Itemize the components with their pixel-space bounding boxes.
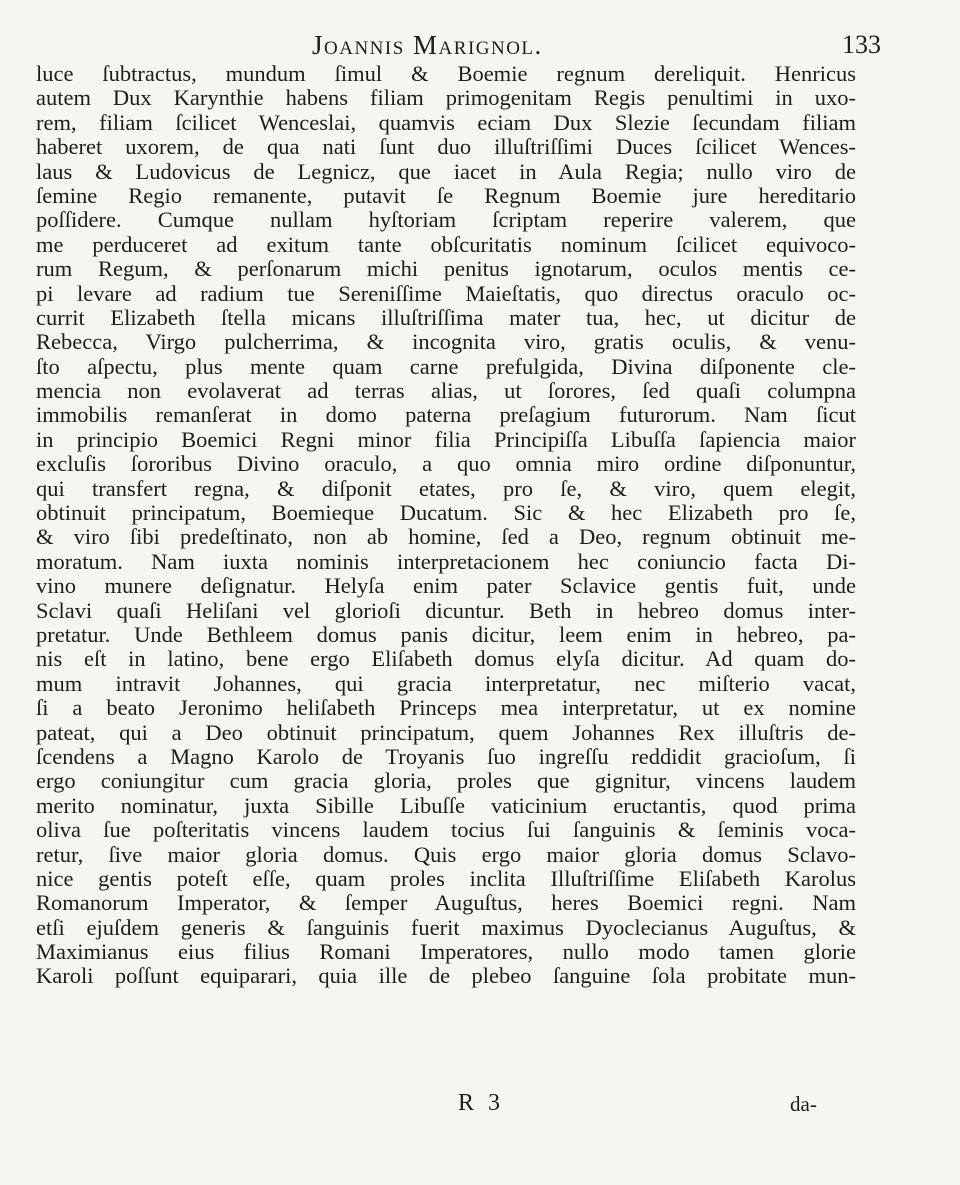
text-line: immobilis remanſerat in domo paterna preſagium futurorum. Nam ſicut bbox=[36, 402, 856, 428]
text-line: laus & Ludovicus de Legnicz, que iacet in Aula Regia; nullo viro de bbox=[36, 158, 856, 184]
catchword: da- bbox=[790, 1092, 817, 1116]
text-line: nice gentis poteſt eſſe, quam proles inclita Illuſtriſſime Eliſabeth Karolus bbox=[36, 865, 856, 891]
text-line: ſto aſpectu, plus mente quam carne prefulgida, Divina diſponente cle- bbox=[36, 353, 856, 379]
text-line: pretatur. Unde Bethleem domus panis dicitur, leem enim in hebreo, pa- bbox=[36, 621, 856, 647]
text-line: Romanorum Imperator, & ſemper Auguſtus, heres Boemici regni. Nam bbox=[36, 890, 856, 916]
text-line: nis eſt in latino, bene ergo Eliſabeth domus elyſa dicitur. Ad quam do- bbox=[36, 646, 856, 672]
text-line: qui transfert regna, & diſponit etates, pro ſe, & viro, quem elegit, bbox=[36, 475, 856, 501]
text-line: ſcendens a Magno Karolo de Troyanis ſuo ingreſſu reddidit gracioſum, ſi bbox=[36, 743, 856, 769]
text-line: in principio Boemici Regni minor filia Principiſſa Libuſſa ſapiencia maior bbox=[36, 426, 856, 452]
text-line: merito nominatur, juxta Sibille Libuſſe vaticinium eructantis, quod prima bbox=[36, 792, 856, 818]
text-line: mum intravit Johannes, qui gracia interpretatur, nec miſterio vacat, bbox=[36, 670, 856, 696]
text-line: pateat, qui a Deo obtinuit principatum, quem Johannes Rex illuſtris de- bbox=[36, 719, 856, 745]
text-line: retur, ſive maior gloria domus. Quis ergo maior gloria domus Sclavo- bbox=[36, 841, 856, 867]
text-line: Rebecca, Virgo pulcherrima, & incognita viro, gratis oculis, & venu- bbox=[36, 329, 856, 355]
text-line: me perduceret ad exitum tante obſcuritatis nominum ſcilicet equivoco- bbox=[36, 231, 856, 257]
text-line: ergo coniungitur cum gracia gloria, proles que gignitur, vincens laudem bbox=[36, 768, 856, 794]
text-line: currit Elizabeth ſtella micans illuſtriſſima mater tua, hec, ut dicitur de bbox=[36, 304, 856, 330]
text-line: moratum. Nam iuxta nominis interpretacionem hec coniuncio facta Di- bbox=[36, 548, 856, 574]
running-title: Joannis Marignol. bbox=[312, 30, 543, 60]
text-line: ſemine Regio remanente, putavit ſe Regnum Boemie jure hereditario bbox=[36, 182, 856, 208]
text-line: mencia non evolaverat ad terras alias, ut ſorores, ſed quaſi columpna bbox=[36, 378, 856, 404]
running-head bbox=[0, 26, 960, 66]
text-line: excluſis ſororibus Divino oraculo, a quo omnia miro ordine diſponuntur, bbox=[36, 451, 856, 477]
text-line: poſſidere. Cumque nullam hyſtoriam ſcriptam reperire valerem, que bbox=[36, 207, 856, 233]
text-line: & viro ſibi predeſtinato, non ab homine, ſed a Deo, regnum obtinuit me- bbox=[36, 524, 856, 550]
text-line: etſi ejuſdem generis & ſanguinis fuerit maximus Dyoclecianus Auguſtus, & bbox=[36, 914, 856, 940]
text-line: Karoli poſſunt equiparari, quia ille de plebeo ſanguine ſola probitate mun- bbox=[36, 963, 856, 989]
signature-mark: R 3 bbox=[458, 1090, 505, 1116]
text-line: Sclavi quaſi Heliſani vel glorioſi dicuntur. Beth in hebreo domus inter- bbox=[36, 597, 856, 623]
text-line: haberet uxorem, de qua nati ſunt duo illuſtriſſimi Duces ſcilicet Wences- bbox=[36, 134, 856, 160]
page-number: 133 bbox=[842, 30, 881, 59]
text-line: vino munere deſignatur. Helyſa enim pater Sclavice gentis fuit, unde bbox=[36, 573, 856, 599]
text-line: autem Dux Karynthie habens filiam primogenitam Regis penultimi in uxo- bbox=[36, 85, 856, 111]
text-line: oliva ſue poſteritatis vincens laudem tocius ſui ſanguinis & ſeminis voca- bbox=[36, 817, 856, 843]
text-line: pi levare ad radium tue Sereniſſime Maieſtatis, quo directus oraculo oc- bbox=[36, 280, 856, 306]
body-text bbox=[36, 62, 856, 989]
page-footer bbox=[0, 1090, 960, 1120]
text-line: obtinuit principatum, Boemieque Ducatum. Sic & hec Elizabeth pro ſe, bbox=[36, 500, 856, 526]
text-line: ſi a beato Jeronimo heliſabeth Princeps mea interpretatur, ut ex nomine bbox=[36, 695, 856, 721]
text-line: rum Regum, & perſonarum michi penitus ignotarum, oculos mentis ce- bbox=[36, 256, 856, 282]
text-line: luce ſubtractus, mundum ſimul & Boemie regnum dereliquit. Henricus bbox=[36, 61, 856, 86]
text-line: Maximianus eius filius Romani Imperatores, nullo modo tamen glorie bbox=[36, 939, 856, 965]
text-line: rem, filiam ſcilicet Wenceslai, quamvis eciam Dux Slezie ſecundam filiam bbox=[36, 109, 856, 135]
